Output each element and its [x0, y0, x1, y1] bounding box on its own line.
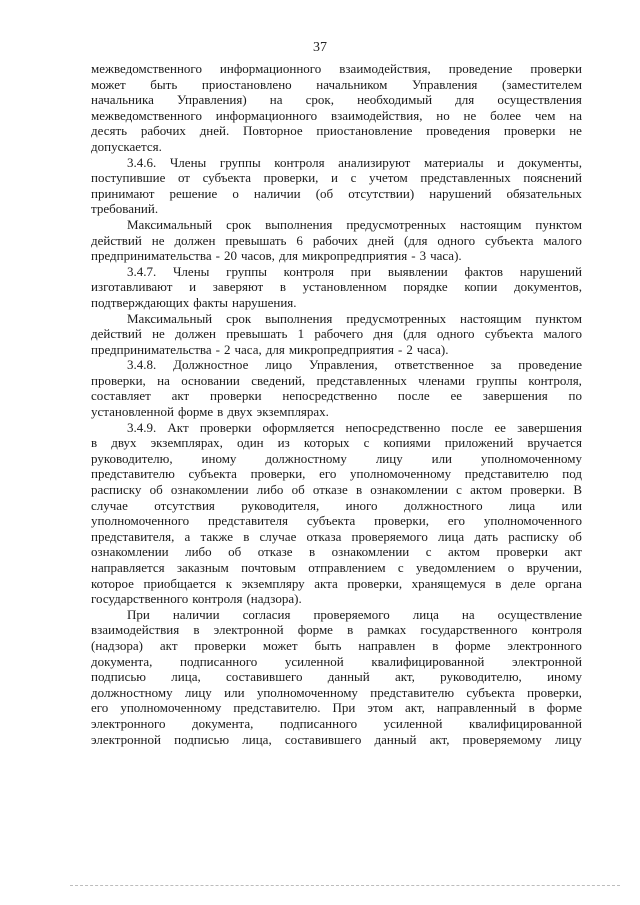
- text-line: ознакомлении либо об отказе в ознакомлении с актом проверки акт: [91, 544, 582, 560]
- text-line: предпринимательства - 2 часа, для микропредприятия - 2 часа).: [91, 341, 449, 357]
- text-line: межведомственного информационного взаимодействия, но не более чем на: [91, 107, 582, 123]
- text-line: составляет акт проверки непосредственно после ее завершения по: [91, 388, 582, 404]
- text-line: электронной подписью лица, составившего данный акт, проверяемому лицу: [91, 731, 582, 747]
- text-line: которое приобщается к экземпляру акта проверки, хранящемуся в деле органа: [91, 575, 582, 591]
- text-line: Максимальный срок выполнения предусмотренных настоящим пунктом: [127, 216, 582, 232]
- text-line: предпринимательства - 20 часов, для микропредприятия - 3 часа).: [91, 248, 462, 264]
- text-line: подтверждающих факты нарушения.: [91, 294, 297, 310]
- text-line: действий не должен превышать 6 рабочих дней (для одного субъекта малого: [91, 232, 582, 248]
- text-line: уполномоченного представителя субъекта проверки, его уполномоченного: [91, 513, 582, 529]
- text-line: изготавливают и заверяют в установленном порядке копии документов,: [91, 279, 582, 295]
- text-line: должностному лицу или уполномоченному представителю субъекта проверки,: [91, 684, 582, 700]
- text-line: требований.: [91, 201, 159, 217]
- text-line: 3.4.8. Должностное лицо Управления, ответственное за проведение: [127, 357, 582, 373]
- text-line: действий не должен превышать 1 рабочего дня (для одного субъекта малого: [91, 326, 582, 342]
- text-line: представителя, а также в случае отказа проверяемого лица дать расписку об: [91, 528, 582, 544]
- text-line: представителю субъекта проверки, его уполномоченному представителю под: [91, 466, 582, 482]
- text-line: межведомственного информационного взаимодействия, проведение проверки: [91, 61, 582, 76]
- text-line: поступившие от субъекта проверки, и с учетом представленных пояснений: [91, 170, 582, 186]
- text-line: документа, подписанного усиленной квалифицированной электронной: [91, 653, 582, 669]
- text-line: Максимальный срок выполнения предусмотренных настоящим пунктом: [127, 310, 582, 326]
- text-line: взаимодействия в электронной форме в рамках государственного контроля: [91, 622, 582, 638]
- text-line: его уполномоченному представителю. При этом акт, направленный в форме: [91, 700, 582, 716]
- text-line: начальника Управления) на срок, необходимый для осуществления: [91, 92, 582, 108]
- footer-rule: [70, 885, 620, 886]
- text-line: 3.4.9. Акт проверки оформляется непосредственно после ее завершения: [127, 419, 582, 435]
- text-line: направляется заказным почтовым отправлением с уведомлением о вручении,: [91, 560, 582, 575]
- page-number: 37: [313, 40, 327, 55]
- text-line: подписью лица, составившего данный акт, руководителю, иному: [91, 669, 582, 685]
- text-line: может быть приостановлено начальником Управления (заместителем: [91, 76, 582, 92]
- text-line: принимают решение о наличии (об отсутствии) нарушений обязательных: [91, 185, 582, 201]
- document-body: [91, 61, 582, 747]
- text-line: государственного контроля (надзора).: [91, 591, 302, 607]
- text-line: 3.4.6. Члены группы контроля анализируют материалы и документы,: [127, 154, 582, 170]
- text-line: допускается.: [91, 138, 162, 154]
- text-line: электронного документа, подписанного усиленной квалифицированной: [91, 715, 582, 731]
- text-line: (надзора) акт проверки может быть направлен в форме электронного: [91, 637, 582, 653]
- text-line: проверки, на основании сведений, представленных членами группы контроля,: [91, 372, 582, 388]
- text-line: случае отсутствия руководителя, иного должностного лица или: [91, 497, 582, 513]
- text-line: руководителю, иному должностному лицу или уполномоченному: [91, 450, 582, 466]
- text-line: установленной форме в двух экземплярах.: [91, 404, 329, 420]
- text-line: десять рабочих дней. Повторное приостановление проведения проверки не: [91, 123, 582, 139]
- text-line: расписку об ознакомлении либо об отказе в ознакомлении с актом проверки. В: [91, 482, 582, 498]
- text-line: 3.4.7. Члены группы контроля при выявлении фактов нарушений: [127, 263, 582, 279]
- text-line: При наличии согласия проверяемого лица на осуществление: [127, 606, 582, 622]
- text-line: в двух экземплярах, один из которых с копиями приложений вручается: [91, 435, 582, 451]
